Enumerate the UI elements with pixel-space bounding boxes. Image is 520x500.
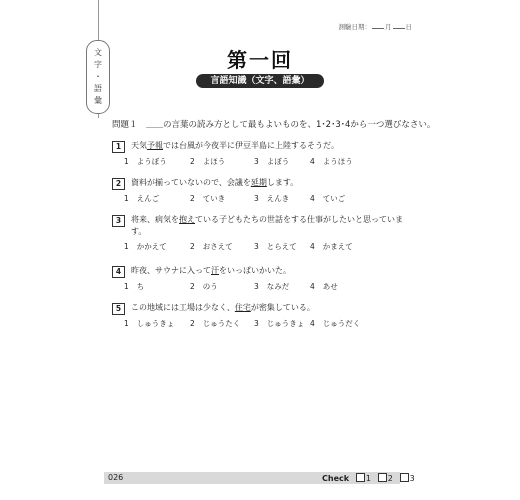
check-box[interactable] bbox=[378, 473, 387, 482]
answer-option[interactable]: 1 ち bbox=[124, 282, 145, 291]
question-instruction: 問題１ ＿＿の言葉の読み方として最もよいものを、1･2･3･4から一つ選びなさい。 bbox=[112, 120, 436, 130]
question-text: 天気予報では台風が今夜半に伊豆半島に上陸するそうだ。 bbox=[131, 141, 339, 150]
section-badge: 言語知識（文字、語彙） bbox=[196, 74, 324, 88]
test-date-label: 測驗日期： bbox=[338, 23, 371, 31]
question-text: この地域には工場は少なく、住宅が密集している。 bbox=[131, 303, 315, 312]
answer-options bbox=[112, 318, 412, 330]
answer-options bbox=[112, 281, 412, 293]
answer-option[interactable]: 3 なみだ bbox=[254, 282, 290, 291]
question-item bbox=[112, 177, 412, 205]
check-box[interactable] bbox=[400, 473, 409, 482]
answer-option[interactable]: 2 よほう bbox=[190, 157, 226, 166]
answer-option[interactable]: 4 じゅうだく bbox=[310, 319, 361, 328]
answer-option[interactable]: 4 あせ bbox=[310, 282, 338, 291]
question-number: 1 bbox=[112, 141, 125, 153]
answer-options bbox=[112, 193, 412, 205]
answer-option[interactable]: 2 おさえて bbox=[190, 242, 233, 251]
check-box-label: 1 bbox=[365, 474, 371, 483]
day-blank bbox=[393, 28, 405, 29]
spine-char: 語 bbox=[94, 84, 102, 93]
check-box[interactable] bbox=[356, 473, 365, 482]
answer-option[interactable]: 2 ていき bbox=[190, 194, 226, 203]
question-number: 3 bbox=[112, 215, 125, 227]
question-item bbox=[112, 140, 412, 168]
answer-options bbox=[112, 241, 412, 253]
question-number: 4 bbox=[112, 266, 125, 278]
question-number: 2 bbox=[112, 178, 125, 190]
question-item bbox=[112, 214, 412, 253]
question-number: 5 bbox=[112, 303, 125, 315]
answer-option[interactable]: 4 ようほう bbox=[310, 157, 353, 166]
answer-option[interactable]: 3 とらえて bbox=[254, 242, 297, 251]
page-number: 026 bbox=[108, 473, 124, 482]
spine-char: 彙 bbox=[94, 96, 102, 105]
answer-options bbox=[112, 156, 412, 168]
spine-char: ・ bbox=[94, 72, 102, 81]
question-text: 資料が揃っていないので、会議を延期します。 bbox=[131, 178, 299, 187]
question-item bbox=[112, 302, 412, 330]
target-word: 住宅 bbox=[234, 303, 251, 312]
answer-option[interactable]: 3 よぼう bbox=[254, 157, 290, 166]
check-boxes bbox=[322, 473, 415, 483]
page-title: 第一回 bbox=[227, 48, 293, 72]
answer-option[interactable]: 1 かかえて bbox=[124, 242, 167, 251]
answer-option[interactable]: 1 ようぼう bbox=[124, 157, 167, 166]
answer-option[interactable]: 1 しゅうきょ bbox=[124, 319, 175, 328]
answer-option[interactable]: 3 えんき bbox=[254, 194, 290, 203]
answer-option[interactable]: 4 ていご bbox=[310, 194, 346, 203]
test-date-field bbox=[339, 22, 413, 31]
question-text: 昨夜、サウナに入って汗をいっぱいかいた。 bbox=[131, 266, 291, 275]
answer-option[interactable]: 3 じゅうきょ bbox=[254, 319, 305, 328]
spine-char: 字 bbox=[94, 60, 102, 69]
answer-option[interactable]: 2 じゅうたく bbox=[190, 319, 241, 328]
day-label: 日 bbox=[405, 23, 412, 31]
target-word: 予報 bbox=[147, 141, 163, 150]
target-word: 汗 bbox=[211, 266, 219, 275]
question-item bbox=[112, 265, 412, 293]
answer-option[interactable]: 4 かまえて bbox=[310, 242, 353, 251]
answer-option[interactable]: 2 のう bbox=[190, 282, 218, 291]
target-word: 抱え bbox=[179, 215, 195, 224]
check-label: Check bbox=[322, 474, 350, 483]
target-word: 延期 bbox=[250, 178, 267, 187]
spine-char: 文 bbox=[94, 48, 102, 57]
month-label: 月 bbox=[385, 23, 392, 31]
month-blank bbox=[372, 28, 384, 29]
question-text: 将来、病気を抱えている子どもたちの世話をする仕事がしたいと思っています。 bbox=[131, 215, 403, 236]
answer-option[interactable]: 1 えんご bbox=[124, 194, 160, 203]
check-box-label: 3 bbox=[409, 474, 415, 483]
check-box-label: 2 bbox=[387, 474, 393, 483]
